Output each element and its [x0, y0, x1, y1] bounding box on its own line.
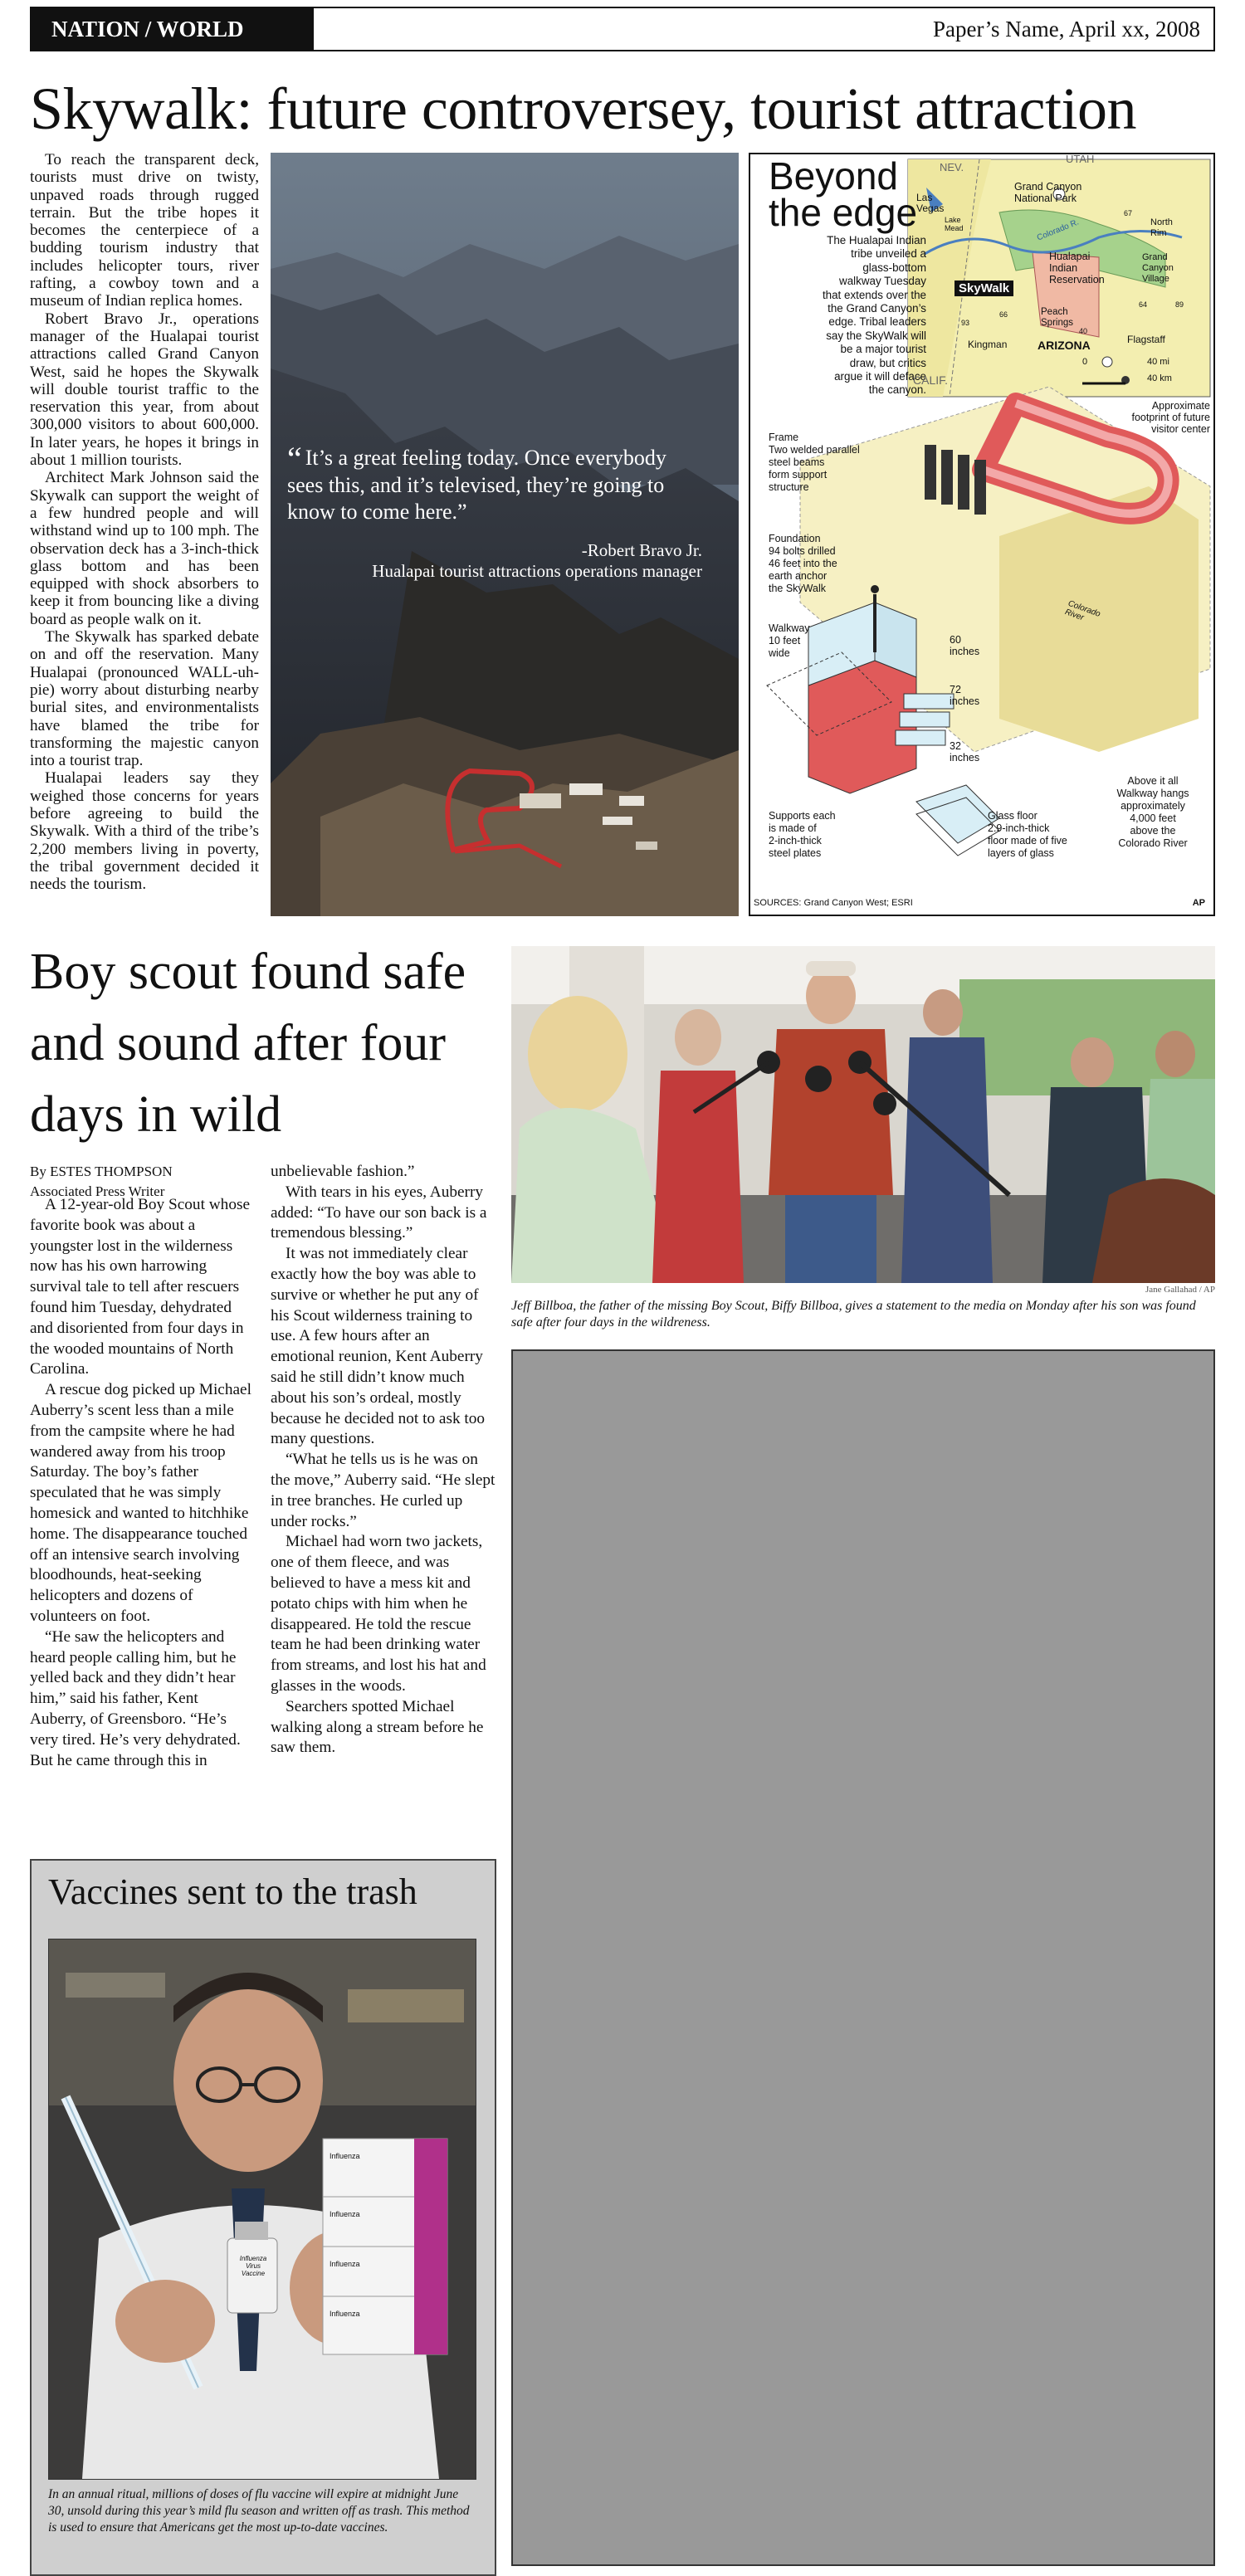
skywalk-paragraph: Robert Bravo Jr., operations manager of the Hualapai tourist attractions called Grand Canyon West, said he hopes the Skywalk will double tourist traffic to the reservation this year, from about 300,000 visitors to about 600,000. In later years, he hopes it brings in about 1 million tourists.	[30, 310, 259, 470]
intro-line: be a major tourist	[840, 343, 926, 356]
scout-paragraph: A 12-year-old Boy Scout whose favorite book was about a youngster lost in the wilderness now has his own harrowing survival tale to tell after rescuers found him Tuesday, dehydrated and disoriented from four days in the wooded mountains of North Carolina.	[30, 1196, 251, 1378]
byline-role: Associated Press Writer	[30, 1183, 165, 1199]
glass-floor-callout: Glass floor 2.9-inch-thick floor made of five layers of glass	[988, 810, 1067, 859]
ad-placeholder-panel	[511, 1349, 1215, 2566]
infographic-intro	[769, 234, 926, 398]
dimension-label: 72 inches	[950, 684, 980, 707]
infographic-agency: AP	[1192, 898, 1205, 908]
vaccine-headline: Vaccines sent to the trash	[48, 1871, 417, 1912]
route-shield: 66	[999, 310, 1008, 319]
route-shield: 67	[1124, 209, 1133, 217]
vaccine-box-label: Influenza	[330, 2210, 360, 2218]
dimension-label: 60 inches	[950, 634, 980, 657]
map-scale: 40 mi	[1147, 357, 1169, 367]
intro-line: the canyon.	[868, 383, 926, 397]
intro-line: tribe unveiled a	[851, 247, 926, 261]
pull-quote-role: Hualapai tourist attractions operations manager	[372, 561, 702, 581]
map-label: Grand Canyon National Park	[1014, 181, 1082, 204]
intro-line: draw, but critics	[849, 356, 926, 369]
pull-quote	[287, 440, 702, 582]
map-label: Peach Springs	[1041, 307, 1073, 328]
skywalk-paragraph: Architect Mark Johnson said the Skywalk can support the weight of a few hundred people and will withstand wind up to 100 mph. The observation deck has a 3-inch-thick glass bottom and has been equipped with shock absorbers to keep it from bouncing like a diving board as people walk on it.	[30, 469, 259, 628]
scout-paragraph: unbelievable fashion.”	[271, 1163, 415, 1180]
intro-line: edge. Tribal leaders	[828, 315, 926, 329]
intro-line: glass-bottom	[862, 261, 926, 274]
scout-paragraph: Michael had worn two jackets, one of them fleece, and was believed to have a mess kit and potato chips with him when he disappeared. He told the rescue team he had been drinking water from streams, and lost his hat and glasses in the woods.	[271, 1533, 486, 1695]
map-label: CALIF.	[913, 373, 949, 387]
intro-line: the Grand Canyon’s	[828, 302, 926, 315]
scout-column-1	[30, 1195, 256, 1771]
map-label: Kingman	[968, 339, 1008, 350]
section-label: NATION / WORLD	[32, 8, 314, 50]
vaccine-box-label: Influenza	[330, 2260, 360, 2268]
map-label: NEV.	[940, 161, 964, 173]
byline-author: By ESTES THOMPSON	[30, 1164, 173, 1179]
skywalk-paragraph: Hualapai leaders say they weighed those concerns for years before agreeing to build the Skywalk. With a third of the tribe’s 2,200 members living in poverty, the tribal government decided it needs the tourism.	[30, 769, 259, 894]
title-line: the edge	[769, 191, 918, 234]
intro-line: The Hualapai Indian	[827, 234, 926, 246]
frame-callout: Frame Two welded parallel steel beams form support structure	[769, 432, 860, 493]
intro-line: that extends over the	[822, 288, 926, 301]
vaccine-box-label: Influenza	[330, 2152, 360, 2160]
infographic-title	[769, 154, 918, 234]
dimension-label: 32 inches	[950, 740, 980, 764]
skywalk-paragraph: The Skywalk has sparked debate on and off the reservation. Many Hualapai (pronounced WALL-uh-pie) worry about disturbing nearby burial sites, and environmentalists have blamed the tribe for transforming the majestic canyon into a tourist trap.	[30, 628, 259, 770]
paper-dateline: Paper’s Name, April xx, 2008	[933, 17, 1200, 41]
foundation-callout: Foundation 94 bolts drilled 46 feet into the earth anchor the SkyWalk	[769, 533, 837, 594]
scout-paragraph: Searchers spotted Michael walking along a stream before he saw them.	[271, 1697, 484, 1757]
map-label: ARIZONA	[1038, 339, 1091, 352]
skywalk-infographic	[749, 153, 1215, 916]
quote-body: It’s a great feeling today. Once everybody sees this, and it’s televised, they’re going to know to come here.”	[287, 446, 666, 524]
scout-paragraph: “What he tells us is he was on the move,” Auberry said. “He slept in tree branches. He curled up under rocks.”	[271, 1451, 496, 1530]
photo-credit: Jane Gallahad / AP	[1145, 1285, 1215, 1295]
intro-line: walkway Tuesday	[839, 275, 926, 288]
vaccine-box-label: Influenza	[330, 2310, 360, 2318]
intro-line: say the SkyWalk will	[826, 329, 926, 342]
press-scene-illustration	[511, 946, 1215, 1283]
route-shield: 64	[1139, 300, 1148, 309]
supports-callout: Supports each is made of 2-inch-thick steel plates	[769, 810, 836, 859]
map-label: Flagstaff	[1127, 334, 1165, 345]
intro-line: argue it will deface	[834, 370, 926, 383]
section-header	[30, 7, 1215, 51]
title-line: Beyond	[769, 154, 899, 198]
press-conference-photo	[511, 946, 1215, 1283]
route-shield: 93	[961, 319, 970, 327]
scout-paragraph: A rescue dog picked up Michael Auberry’s scent less than a mile from the campsite where he had wandered away from his troop Saturday. The boy’s father speculated that he was simply homesick and wanted to hitchhike home. The disappearance touched off an intensive search involving bloodhounds, heat-seeking helicopters and dozens of volunteers on foot.	[30, 1381, 251, 1625]
above-it-all-callout: Above it all Walkway hangs approximately 4,000 feet above the Colorado River	[1116, 775, 1189, 849]
quote-mark: “	[287, 440, 302, 477]
scout-headline: Boy scout found safe and sound after four days in wild	[30, 944, 466, 1143]
scout-paragraph: “He saw the helicopters and heard people calling him, but he yelled back and they didn’t hear him,” said his father, Kent Auberry, of Greensboro. “He’s very tired. He’s very dehydrated. But he came through this in	[30, 1627, 241, 1769]
photo-caption: Jeff Billboa, the father of the missing Boy Scout, Biffy Billboa, gives a statement to the media on Monday after his son was found safe after four days in the wildreness.	[511, 1299, 1196, 1329]
pull-quote-author: -Robert Bravo Jr.	[581, 540, 702, 560]
scout-column-2	[271, 1162, 496, 1759]
route-shield: 40	[1079, 327, 1088, 335]
pharmacist-illustration	[49, 1939, 476, 2479]
map-label: Lake Mead	[945, 216, 964, 232]
vaccine-photo	[48, 1939, 476, 2480]
route-shield: 89	[1175, 300, 1184, 309]
map-label: UTAH	[1066, 153, 1095, 165]
map-label: Hualapai Indian Reservation	[1049, 251, 1105, 285]
map-label: Las Vegas	[916, 192, 945, 214]
pull-quote-text	[287, 440, 702, 525]
skywalk-map-marker: SkyWalk	[954, 281, 1013, 296]
infographic-sources: SOURCES: Grand Canyon West; ESRI	[754, 898, 913, 908]
scout-paragraph: With tears in his eyes, Auberry added: “To have our son back is a tremendous blessing.”	[271, 1183, 487, 1242]
vaccine-caption: In an annual ritual, millions of doses of flu vaccine will expire at midnight June 30, unsold during this year’s mild flu season and written off as trash. This method is used to ensure that Americans get the most up-to-date vaccines.	[48, 2487, 470, 2535]
walkway-callout: Walkway 10 feet wide	[769, 622, 810, 659]
vial-label: Influenza Virus Vaccine	[239, 2255, 267, 2277]
map-scale: 40 km	[1147, 373, 1172, 383]
map-label: Grand Canyon Village	[1142, 252, 1174, 284]
skywalk-paragraph: To reach the transparent deck, tourists must drive on twisty, unpaved roads through rugged terrain. But the tribe hopes it becomes the centerpiece of a budding tourism industry that includes helicopter tours, river rafting, a cowboy town and a museum of Indian replica homes.	[30, 151, 259, 310]
map-label: Colorado R.	[1035, 217, 1081, 243]
map-label: North Rim	[1150, 217, 1173, 238]
skywalk-body	[30, 151, 259, 893]
map-scale: 0	[1082, 357, 1088, 367]
skywalk-headline: Skywalk: future controversey, tourist attraction	[30, 76, 1136, 142]
visitor-center-callout: Approximate footprint of future visitor center	[1131, 400, 1210, 435]
scout-paragraph: It was not immediately clear exactly how the boy was able to survive or whether he put any of his Scout wilderness training to use. A few hours after an emotional reunion, Kent Auberry said he still didn’t know much about his son’s ordeal, mostly because he decided not to ask too many questions.	[271, 1245, 486, 1448]
river-label: Colorado River	[1063, 598, 1102, 623]
